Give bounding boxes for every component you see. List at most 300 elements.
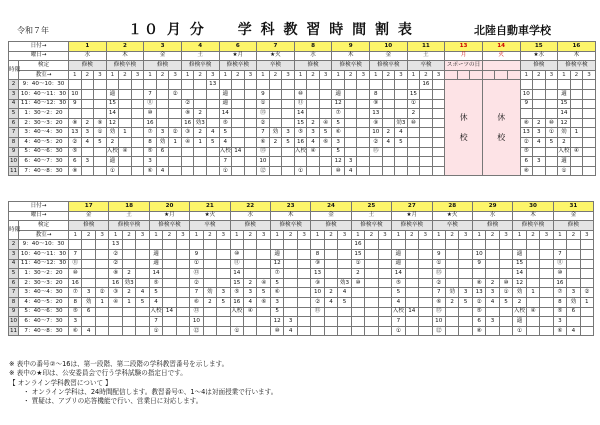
lesson-cell xyxy=(94,109,107,119)
lesson-cell: ⑩ xyxy=(270,326,283,336)
holiday-label: 休 xyxy=(459,112,468,122)
room-marker: 1 xyxy=(190,230,203,240)
lesson-cell xyxy=(499,317,512,327)
lesson-cell: ① xyxy=(230,326,243,336)
lesson-cell xyxy=(432,157,445,167)
lesson-cell xyxy=(136,269,149,279)
lesson-cell: 5 xyxy=(217,297,230,307)
exam-type-cell: 修検卒検 xyxy=(513,221,553,231)
lesson-cell xyxy=(405,249,418,259)
lesson-cell xyxy=(445,249,458,259)
lesson-cell xyxy=(176,278,189,288)
lesson-cell xyxy=(459,307,472,317)
period-row xyxy=(9,240,594,250)
lesson-cell: 4 xyxy=(206,128,219,138)
period-number: 6 xyxy=(9,278,19,288)
lesson-cell xyxy=(284,269,297,279)
lesson-cell xyxy=(156,118,169,128)
lesson-cell xyxy=(499,240,512,250)
lesson-cell xyxy=(583,109,596,119)
room-marker: 2 xyxy=(344,70,357,80)
lesson-cell xyxy=(136,307,149,317)
lesson-cell: 3 xyxy=(282,128,295,138)
lesson-cell: ② xyxy=(69,137,82,147)
lesson-cell xyxy=(203,278,216,288)
lesson-cell: 10 xyxy=(311,288,324,298)
lesson-cell xyxy=(420,99,433,109)
holiday-label: 休 xyxy=(497,112,506,122)
weekday-cell: 金 xyxy=(144,51,182,61)
lesson-cell xyxy=(533,147,546,157)
lesson-cell xyxy=(567,259,580,269)
lesson-cell xyxy=(119,166,132,176)
room-marker: 3 xyxy=(257,230,270,240)
date-cell: 25 xyxy=(351,202,391,212)
lesson-cell xyxy=(269,118,282,128)
lesson-cell xyxy=(230,240,243,250)
lesson-cell: 12 xyxy=(558,118,571,128)
lesson-cell: 15 xyxy=(294,118,307,128)
lesson-cell: ④ xyxy=(570,147,583,157)
lesson-cell xyxy=(540,317,553,327)
room-marker: 2 xyxy=(567,230,580,240)
lesson-cell: 2 xyxy=(558,137,571,147)
exam-type-cell: 修検卒検 xyxy=(332,61,370,71)
lesson-cell xyxy=(545,157,558,167)
lesson-cell: 入校 xyxy=(106,147,119,157)
room-marker: 2 xyxy=(382,70,395,80)
lesson-cell: 5 xyxy=(545,137,558,147)
lesson-cell: ⑧ xyxy=(472,326,485,336)
date-cell: 24 xyxy=(311,202,351,212)
exam-type-cell xyxy=(482,61,520,71)
lesson-cell: 9 xyxy=(520,99,533,109)
lesson-cell: 13 xyxy=(206,80,219,90)
period-row xyxy=(9,249,594,259)
weekday-cell: 水 xyxy=(230,211,270,221)
lesson-cell xyxy=(119,89,132,99)
lesson-cell: ⑧ xyxy=(69,166,82,176)
lesson-cell xyxy=(244,128,257,138)
lesson-cell: 7 xyxy=(219,157,232,167)
lesson-cell: 1 xyxy=(570,128,583,138)
lesson-cell xyxy=(324,249,337,259)
date-cell: 31 xyxy=(553,202,593,212)
lesson-cell: 7 xyxy=(190,288,203,298)
lesson-cell: 3 xyxy=(553,317,566,327)
period-time: 9：40～10：30 xyxy=(19,80,69,90)
lesson-cell: ⑧ xyxy=(520,118,533,128)
lesson-cell: 9 xyxy=(190,249,203,259)
lesson-cell: 14 xyxy=(106,109,119,119)
lesson-cell xyxy=(540,269,553,279)
lesson-cell: ⑩ xyxy=(545,118,558,128)
room-marker: 1 xyxy=(257,70,270,80)
lesson-cell xyxy=(284,240,297,250)
lesson-cell xyxy=(533,166,546,176)
page-header xyxy=(0,0,600,40)
lesson-cell: 16 xyxy=(351,240,364,250)
lesson-cell: ⑬ xyxy=(432,269,445,279)
period-time: 2：30～3：20 xyxy=(19,118,69,128)
lesson-cell xyxy=(131,118,144,128)
lesson-cell xyxy=(163,240,176,250)
lesson-cell xyxy=(244,269,257,279)
lesson-cell xyxy=(472,269,485,279)
page-title: １０ 月 分 学 科 教 習 時 間 割 表 xyxy=(128,22,414,38)
period-time: 3：40～4：30 xyxy=(19,128,69,138)
lesson-cell xyxy=(526,240,539,250)
lesson-cell xyxy=(351,288,364,298)
room-marker: 3 xyxy=(419,230,432,240)
room-marker: 1 xyxy=(69,70,82,80)
lesson-cell xyxy=(163,288,176,298)
lesson-cell xyxy=(109,307,122,317)
lesson-cell xyxy=(344,80,357,90)
lesson-cell xyxy=(580,269,593,279)
holiday-label: 校 xyxy=(497,132,506,142)
room-marker: 2 xyxy=(533,70,546,80)
weekday-cell: 水 xyxy=(294,51,332,61)
lesson-cell xyxy=(526,249,539,259)
period-time: 7：40～8：30 xyxy=(19,166,69,176)
date-cell: 29 xyxy=(472,202,512,212)
period-header: 時限 xyxy=(9,61,19,80)
period-time: 5：40～6：30 xyxy=(19,307,69,317)
lesson-cell xyxy=(169,118,182,128)
lesson-cell xyxy=(95,259,108,269)
holiday-label: 校 xyxy=(459,132,468,142)
lesson-cell xyxy=(580,307,593,317)
lesson-cell: ① xyxy=(392,326,405,336)
lesson-cell xyxy=(122,240,135,250)
lesson-cell xyxy=(583,128,596,138)
lesson-cell: 効 xyxy=(156,137,169,147)
lesson-cell: 4 xyxy=(395,128,408,138)
lesson-cell: 8 xyxy=(311,249,324,259)
lesson-cell xyxy=(405,240,418,250)
lesson-cell xyxy=(545,89,558,99)
lesson-cell: 3 xyxy=(459,288,472,298)
lesson-cell xyxy=(445,278,458,288)
room-marker: 1 xyxy=(311,230,324,240)
lesson-cell xyxy=(176,288,189,298)
lesson-cell xyxy=(419,278,432,288)
lesson-cell xyxy=(95,278,108,288)
lesson-cell xyxy=(217,240,230,250)
lesson-cell xyxy=(206,147,219,157)
lesson-cell: 3 xyxy=(486,288,499,298)
lesson-cell: 2 xyxy=(513,297,526,307)
lesson-cell xyxy=(407,137,420,147)
lesson-cell: 適 xyxy=(219,99,232,109)
lesson-cell xyxy=(136,317,149,327)
lesson-cell: 9 xyxy=(257,89,270,99)
lesson-cell xyxy=(156,109,169,119)
lesson-cell xyxy=(432,147,445,157)
lesson-cell xyxy=(378,288,391,298)
lesson-cell xyxy=(244,166,257,176)
lesson-cell xyxy=(119,80,132,90)
lesson-cell xyxy=(232,166,245,176)
lesson-cell: ⑧ xyxy=(181,109,194,119)
lesson-cell xyxy=(432,166,445,176)
period-number: 4 xyxy=(9,259,19,269)
lesson-cell xyxy=(206,99,219,109)
note-line: ・ オンライン学科は、24時間配信します。教習番号①、1～4は対面授業で行います。 xyxy=(23,387,278,396)
lesson-cell: 1 xyxy=(119,128,132,138)
period-number: 10 xyxy=(9,317,19,327)
room-marker: 1 xyxy=(294,70,307,80)
weekday-cell: 金 xyxy=(69,211,109,221)
lesson-cell xyxy=(526,317,539,327)
lesson-cell: 14 xyxy=(558,109,571,119)
lesson-cell: 適 xyxy=(332,89,345,99)
lesson-cell: 効 xyxy=(106,128,119,138)
lesson-cell xyxy=(82,249,95,259)
lesson-cell xyxy=(365,297,378,307)
lesson-cell xyxy=(297,297,310,307)
lesson-cell xyxy=(407,157,420,167)
lesson-cell xyxy=(432,109,445,119)
lesson-cell xyxy=(382,147,395,157)
lesson-cell xyxy=(244,80,257,90)
lesson-cell xyxy=(257,317,270,327)
lesson-cell xyxy=(81,147,94,157)
lesson-cell: 5 xyxy=(319,128,332,138)
lesson-cell xyxy=(459,278,472,288)
lesson-cell: ① xyxy=(106,166,119,176)
lesson-cell: 効3 xyxy=(338,278,351,288)
lesson-cell: 効 xyxy=(445,288,458,298)
lesson-cell: 3 xyxy=(144,157,157,167)
lesson-cell: 入校 xyxy=(149,307,162,317)
lesson-cell xyxy=(365,307,378,317)
lesson-cell: 2 xyxy=(106,137,119,147)
lesson-cell xyxy=(156,99,169,109)
lesson-cell: 2 xyxy=(122,288,135,298)
room-marker: 1 xyxy=(558,70,571,80)
lesson-cell xyxy=(570,137,583,147)
lesson-cell: ① xyxy=(219,166,232,176)
lesson-cell xyxy=(131,157,144,167)
period-row xyxy=(9,278,594,288)
room-marker: 1 xyxy=(181,70,194,80)
lesson-cell xyxy=(163,249,176,259)
lesson-cell xyxy=(136,259,149,269)
lesson-cell xyxy=(163,297,176,307)
room-marker: 2 xyxy=(244,230,257,240)
lesson-cell xyxy=(445,326,458,336)
lesson-cell: ⑩ xyxy=(553,269,566,279)
lesson-cell xyxy=(357,166,370,176)
lesson-cell: 12 xyxy=(106,118,119,128)
lesson-cell: 5 xyxy=(136,297,149,307)
type-header: 検定 xyxy=(19,61,69,71)
lesson-cell xyxy=(382,157,395,167)
date-cell: 15 xyxy=(520,42,558,52)
lesson-cell: 4 xyxy=(82,326,95,336)
lesson-cell xyxy=(533,89,546,99)
lesson-cell xyxy=(357,137,370,147)
weekday-cell: 木 xyxy=(106,51,144,61)
lesson-cell xyxy=(119,118,132,128)
room-marker: 3 xyxy=(94,70,107,80)
period-time: 11：40～12：30 xyxy=(19,99,69,109)
lesson-cell: 効 xyxy=(513,288,526,298)
lesson-cell xyxy=(583,89,596,99)
room-marker: 1 xyxy=(513,230,526,240)
lesson-cell xyxy=(282,147,295,157)
room-marker: 3 xyxy=(378,230,391,240)
lesson-cell xyxy=(420,109,433,119)
lesson-cell xyxy=(419,326,432,336)
room-marker xyxy=(507,70,520,80)
lesson-cell: 効 xyxy=(203,288,216,298)
lesson-cell xyxy=(257,307,270,317)
date-cell: 30 xyxy=(513,202,553,212)
lesson-cell xyxy=(232,137,245,147)
lesson-cell: ⑫ xyxy=(432,326,445,336)
lesson-cell: 10 xyxy=(190,317,203,327)
lesson-cell: ② xyxy=(95,288,108,298)
period-number: 5 xyxy=(9,109,19,119)
lesson-cell: ⑨ xyxy=(311,278,324,288)
lesson-cell xyxy=(540,249,553,259)
lesson-cell xyxy=(69,80,82,90)
lesson-cell xyxy=(357,128,370,138)
lesson-cell xyxy=(232,118,245,128)
lesson-cell xyxy=(219,80,232,90)
exam-type-cell: 修検卒検 xyxy=(106,61,144,71)
lesson-cell xyxy=(206,157,219,167)
lesson-cell xyxy=(580,317,593,327)
lesson-cell: ⑥ xyxy=(144,166,157,176)
room-marker: 1 xyxy=(149,230,162,240)
lesson-cell xyxy=(370,80,383,90)
lesson-cell: ⑧ xyxy=(69,118,82,128)
exam-type-cell: 修検卒検 xyxy=(351,221,391,231)
lesson-cell: 1 xyxy=(194,137,207,147)
lesson-cell xyxy=(445,240,458,250)
date-cell: 11 xyxy=(407,42,445,52)
lesson-cell xyxy=(284,278,297,288)
lesson-cell: 7 xyxy=(392,317,405,327)
room-marker: 3 xyxy=(206,70,219,80)
lesson-cell xyxy=(270,240,283,250)
lesson-cell xyxy=(382,89,395,99)
lesson-cell xyxy=(203,249,216,259)
lesson-cell xyxy=(190,240,203,250)
lesson-cell: 1 xyxy=(526,288,539,298)
lesson-cell xyxy=(332,80,345,90)
lesson-cell: 16 xyxy=(69,278,82,288)
lesson-cell: 16 xyxy=(230,297,243,307)
lesson-cell xyxy=(338,259,351,269)
lesson-cell: 15 xyxy=(351,249,364,259)
period-time: 9：40～10：30 xyxy=(19,240,69,250)
lesson-cell xyxy=(194,157,207,167)
lesson-cell xyxy=(445,317,458,327)
exam-type-cell: 修検 xyxy=(230,221,270,231)
lesson-cell: ④ xyxy=(119,147,132,157)
lesson-cell xyxy=(122,307,135,317)
lesson-cell xyxy=(319,99,332,109)
lesson-cell: ⑬ xyxy=(190,307,203,317)
date-cell: 20 xyxy=(149,202,189,212)
lesson-cell: ⑪ xyxy=(294,99,307,109)
room-marker: 3 xyxy=(131,70,144,80)
lesson-cell xyxy=(520,80,533,90)
lesson-cell xyxy=(176,317,189,327)
lesson-cell xyxy=(244,89,257,99)
lesson-cell: 15 xyxy=(106,99,119,109)
lesson-cell: 効 xyxy=(82,297,95,307)
lesson-cell: 2 xyxy=(445,297,458,307)
lesson-cell xyxy=(282,157,295,167)
lesson-cell: 3 xyxy=(533,128,546,138)
lesson-cell xyxy=(392,240,405,250)
lesson-cell xyxy=(344,147,357,157)
lesson-cell xyxy=(144,80,157,90)
lesson-cell: 6 xyxy=(156,147,169,157)
room-marker: 2 xyxy=(82,230,95,240)
lesson-cell xyxy=(194,80,207,90)
lesson-cell: ① xyxy=(351,259,364,269)
lesson-cell: 5 xyxy=(459,297,472,307)
lesson-cell xyxy=(232,99,245,109)
lesson-cell: ⑬ xyxy=(432,307,445,317)
lesson-cell xyxy=(378,278,391,288)
lesson-cell xyxy=(217,307,230,317)
lesson-cell: ④ xyxy=(319,118,332,128)
lesson-cell: ⑤ xyxy=(553,307,566,317)
lesson-cell: 3 xyxy=(82,288,95,298)
lesson-cell: 15 xyxy=(558,99,571,109)
lesson-cell: 7 xyxy=(553,249,566,259)
lesson-cell xyxy=(545,147,558,157)
lesson-cell: 5 xyxy=(392,288,405,298)
lesson-cell: 4 xyxy=(486,297,499,307)
lesson-cell xyxy=(583,166,596,176)
period-row xyxy=(9,269,594,279)
note-line: ※ 表中の番号②～16は、第一段階、第二段階の学科教習番号を示します。 xyxy=(9,360,229,368)
lesson-cell: ③ xyxy=(181,128,194,138)
period-number: 9 xyxy=(9,147,19,157)
lesson-cell xyxy=(580,259,593,269)
lesson-cell: ⑮ xyxy=(370,147,383,157)
lesson-cell xyxy=(319,109,332,119)
lesson-cell: 2 xyxy=(382,128,395,138)
lesson-cell: ② xyxy=(472,297,485,307)
lesson-cell xyxy=(294,80,307,90)
lesson-cell: 5 xyxy=(270,307,283,317)
lesson-cell: ① xyxy=(432,259,445,269)
lesson-cell: 4 xyxy=(533,137,546,147)
exam-type-cell: 修検卒検 xyxy=(219,61,257,71)
lesson-cell: 適 xyxy=(149,259,162,269)
room-marker: 2 xyxy=(122,230,135,240)
lesson-cell: 入校 xyxy=(294,147,307,157)
period-time: 11：40～12：30 xyxy=(19,259,69,269)
lesson-cell xyxy=(181,147,194,157)
lesson-cell: 14 xyxy=(219,109,232,119)
lesson-cell: 13 xyxy=(311,269,324,279)
room-marker: 2 xyxy=(163,230,176,240)
lesson-cell: 1 xyxy=(169,137,182,147)
lesson-cell xyxy=(420,157,433,167)
lesson-cell: ⑩ xyxy=(69,269,82,279)
